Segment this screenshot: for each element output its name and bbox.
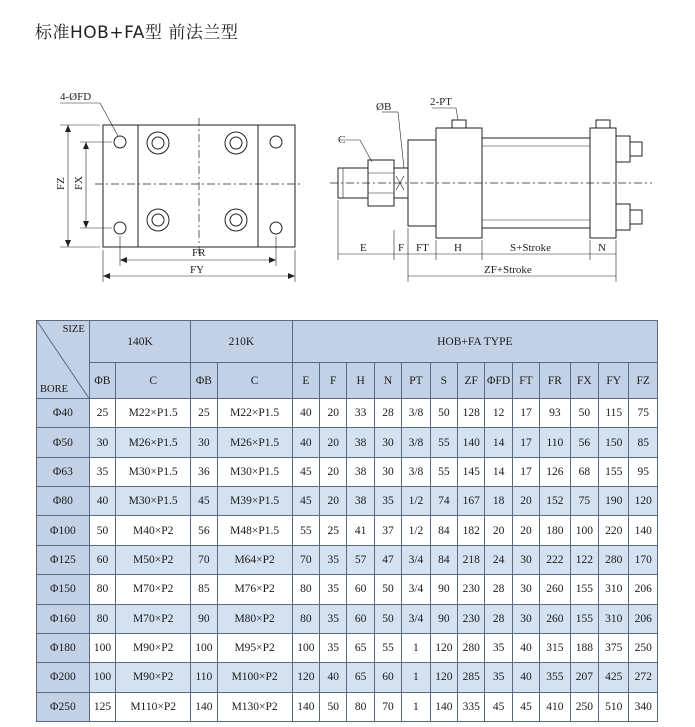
table-cell: 90: [191, 604, 217, 633]
table-row: [37, 575, 658, 604]
table-row: [37, 545, 658, 574]
table-cell: 1: [402, 663, 430, 692]
table-cell: 14: [485, 457, 512, 486]
table-cell: 155: [570, 604, 598, 633]
table-cell: 60: [89, 545, 115, 574]
table-cell: 3/8: [402, 399, 430, 428]
column-header: FY: [599, 363, 629, 399]
table-cell: 17: [512, 457, 539, 486]
table-cell: M90×P2: [116, 663, 191, 692]
table-cell: 50: [374, 604, 401, 633]
table-cell: 45: [191, 487, 217, 516]
size-label: SIZE: [62, 324, 85, 335]
column-header: F: [320, 363, 347, 399]
table-cell: 188: [570, 633, 598, 662]
table-cell: 425: [599, 663, 629, 692]
table-cell: 3/4: [402, 545, 430, 574]
table-cell: 40: [89, 487, 115, 516]
table-cell: 100: [191, 633, 217, 662]
label-e: E: [360, 242, 367, 254]
table-cell: 120: [430, 663, 457, 692]
label-4-fd: 4-ØFD: [60, 91, 92, 103]
table-cell: 30: [512, 575, 539, 604]
table-cell: 250: [570, 692, 598, 721]
table-cell: 20: [320, 457, 347, 486]
table-cell: 47: [374, 545, 401, 574]
table-cell: 3/4: [402, 604, 430, 633]
table-cell: M76×P2: [217, 575, 292, 604]
table-cell: 50: [374, 575, 401, 604]
table-cell: M30×P1.5: [116, 457, 191, 486]
table-cell: 150: [599, 428, 629, 457]
table-cell: M90×P2: [116, 633, 191, 662]
table-cell: 40: [292, 428, 319, 457]
table-cell: 40: [320, 663, 347, 692]
table-cell: 37: [374, 516, 401, 545]
table-cell: 100: [292, 633, 319, 662]
table-cell: 38: [347, 428, 374, 457]
table-cell: 3/8: [402, 428, 430, 457]
table-row: [37, 516, 658, 545]
table-cell: 30: [374, 428, 401, 457]
bore-cell: Φ125: [37, 545, 90, 574]
size-bore-corner: [37, 321, 90, 399]
bore-cell: Φ160: [37, 604, 90, 633]
table-cell: 140: [292, 692, 319, 721]
table-cell: 50: [89, 516, 115, 545]
table-cell: M48×P1.5: [217, 516, 292, 545]
table-cell: 190: [599, 487, 629, 516]
table-row: [37, 692, 658, 721]
bore-cell: Φ200: [37, 663, 90, 692]
table-cell: 74: [430, 487, 457, 516]
column-header: FT: [512, 363, 539, 399]
table-cell: 1: [402, 633, 430, 662]
table-cell: 35: [374, 487, 401, 516]
table-cell: 140: [629, 516, 658, 545]
table-cell: 84: [430, 516, 457, 545]
column-header: C: [217, 363, 292, 399]
column-header: FX: [570, 363, 598, 399]
table-cell: 24: [485, 545, 512, 574]
table-cell: 45: [292, 487, 319, 516]
table-cell: 50: [320, 692, 347, 721]
table-cell: 35: [320, 575, 347, 604]
table-cell: 260: [540, 604, 570, 633]
table-cell: 340: [629, 692, 658, 721]
table-cell: 28: [485, 604, 512, 633]
table-cell: 140: [430, 692, 457, 721]
table-cell: 70: [374, 692, 401, 721]
label-fx: FX: [73, 175, 85, 190]
table-cell: 60: [347, 604, 374, 633]
label-2-pt: 2-PT: [430, 96, 452, 108]
column-header: E: [292, 363, 319, 399]
table-cell: 70: [191, 545, 217, 574]
table-cell: 25: [320, 516, 347, 545]
table-cell: 25: [89, 399, 115, 428]
table-cell: 30: [374, 457, 401, 486]
table-cell: 230: [458, 604, 485, 633]
table-cell: 80: [292, 575, 319, 604]
flange-front-view: [60, 103, 302, 282]
table-cell: 152: [540, 487, 570, 516]
bore-cell: Φ50: [37, 428, 90, 457]
table-cell: 155: [570, 575, 598, 604]
table-cell: 65: [347, 663, 374, 692]
table-cell: 56: [191, 516, 217, 545]
table-cell: 35: [485, 663, 512, 692]
table-cell: 1/2: [402, 487, 430, 516]
label-fz: FZ: [55, 177, 67, 190]
column-header: FZ: [629, 363, 658, 399]
label-fr: FR: [192, 247, 206, 259]
table-cell: 55: [292, 516, 319, 545]
table-cell: 207: [570, 663, 598, 692]
column-header: ΦB: [89, 363, 115, 399]
table-cell: 35: [320, 545, 347, 574]
table-cell: 80: [292, 604, 319, 633]
table-cell: 40: [512, 633, 539, 662]
table-cell: 110: [191, 663, 217, 692]
table-cell: M50×P2: [116, 545, 191, 574]
technical-drawing: [0, 70, 695, 300]
table-cell: 126: [540, 457, 570, 486]
column-header: N: [374, 363, 401, 399]
table-cell: 80: [89, 604, 115, 633]
table-cell: 1: [402, 692, 430, 721]
table-cell: 45: [485, 692, 512, 721]
table-cell: 170: [629, 545, 658, 574]
table-cell: 68: [570, 457, 598, 486]
table-cell: 1/2: [402, 516, 430, 545]
table-cell: M26×P1.5: [116, 428, 191, 457]
label-c: C: [338, 134, 346, 146]
table-cell: 35: [485, 633, 512, 662]
table-cell: 3/4: [402, 575, 430, 604]
table-cell: 30: [512, 545, 539, 574]
table-row: [37, 487, 658, 516]
table-cell: 35: [89, 457, 115, 486]
table-cell: 55: [430, 428, 457, 457]
table-cell: M110×P2: [116, 692, 191, 721]
label-s-stroke: S+Stroke: [510, 242, 552, 254]
table-row: [37, 399, 658, 428]
table-cell: 180: [540, 516, 570, 545]
table-cell: 20: [485, 516, 512, 545]
table-cell: 25: [191, 399, 217, 428]
flange-dimension-arrows: [65, 125, 295, 279]
table-cell: 60: [347, 575, 374, 604]
table-cell: M80×P2: [217, 604, 292, 633]
table-cell: 100: [89, 633, 115, 662]
table-cell: 125: [89, 692, 115, 721]
table-cell: 280: [599, 545, 629, 574]
table-cell: 310: [599, 604, 629, 633]
table-cell: 30: [89, 428, 115, 457]
column-header: H: [347, 363, 374, 399]
table-cell: 28: [485, 575, 512, 604]
table-cell: M70×P2: [116, 575, 191, 604]
table-cell: 14: [485, 428, 512, 457]
table-cell: 3/8: [402, 457, 430, 486]
table-cell: M26×P1.5: [217, 428, 292, 457]
table-cell: 100: [570, 516, 598, 545]
table-cell: 20: [512, 487, 539, 516]
table-cell: 218: [458, 545, 485, 574]
table-cell: 182: [458, 516, 485, 545]
table-cell: 140: [458, 428, 485, 457]
table-cell: 280: [458, 633, 485, 662]
table-cell: 167: [458, 487, 485, 516]
bore-cell: Φ80: [37, 487, 90, 516]
table-cell: 45: [292, 457, 319, 486]
table-cell: M64×P2: [217, 545, 292, 574]
table-cell: 285: [458, 663, 485, 692]
table-cell: 30: [191, 428, 217, 457]
table-cell: 36: [191, 457, 217, 486]
table-row: [37, 457, 658, 486]
bore-cell: Φ100: [37, 516, 90, 545]
table-cell: 65: [347, 633, 374, 662]
group-header-140k: 140K: [89, 321, 190, 363]
table-cell: 28: [374, 399, 401, 428]
bore-cell: Φ250: [37, 692, 90, 721]
table-cell: 335: [458, 692, 485, 721]
table-cell: 80: [89, 575, 115, 604]
table-cell: 20: [320, 487, 347, 516]
table-cell: 20: [320, 428, 347, 457]
table-cell: 33: [347, 399, 374, 428]
column-header: ZF: [458, 363, 485, 399]
table-cell: 20: [320, 399, 347, 428]
table-cell: 75: [629, 399, 658, 428]
label-zf-stroke: ZF+Stroke: [484, 264, 532, 276]
table-cell: 140: [191, 692, 217, 721]
table-cell: 45: [512, 692, 539, 721]
label-fy: FY: [190, 264, 205, 276]
label-ob: ØB: [376, 101, 392, 113]
column-header: ΦFD: [485, 363, 512, 399]
table-cell: 12: [485, 399, 512, 428]
table-cell: 55: [374, 633, 401, 662]
table-cell: 90: [430, 575, 457, 604]
cylinder-side-view: [330, 108, 652, 282]
table-cell: M95×P2: [217, 633, 292, 662]
bore-cell: Φ150: [37, 575, 90, 604]
table-cell: 260: [540, 575, 570, 604]
table-cell: 41: [347, 516, 374, 545]
table-cell: 120: [292, 663, 319, 692]
column-header: FR: [540, 363, 570, 399]
table-cell: 56: [570, 428, 598, 457]
table-cell: 20: [512, 516, 539, 545]
table-cell: 17: [512, 428, 539, 457]
table-cell: 85: [629, 428, 658, 457]
table-row: [37, 604, 658, 633]
table-cell: 230: [458, 575, 485, 604]
column-header: ΦB: [191, 363, 217, 399]
table-cell: M130×P2: [217, 692, 292, 721]
table-cell: 220: [599, 516, 629, 545]
table-cell: 145: [458, 457, 485, 486]
table-cell: 100: [89, 663, 115, 692]
table-cell: 206: [629, 604, 658, 633]
column-header: PT: [402, 363, 430, 399]
table-cell: 40: [292, 399, 319, 428]
label-ft: FT: [416, 242, 429, 254]
table-cell: 55: [430, 457, 457, 486]
table-cell: 115: [599, 399, 629, 428]
table-cell: 120: [629, 487, 658, 516]
label-h: H: [454, 242, 462, 254]
table-cell: M39×P1.5: [217, 487, 292, 516]
table-cell: 206: [629, 575, 658, 604]
table-cell: 95: [629, 457, 658, 486]
column-header: C: [116, 363, 191, 399]
table-cell: 355: [540, 663, 570, 692]
table-cell: 60: [374, 663, 401, 692]
table-cell: M22×P1.5: [116, 399, 191, 428]
table-cell: 272: [629, 663, 658, 692]
table-cell: 38: [347, 457, 374, 486]
page-title: 标准HOB+FA型 前法兰型: [35, 23, 239, 43]
table-cell: 85: [191, 575, 217, 604]
table-cell: 315: [540, 633, 570, 662]
group-header-210k: 210K: [191, 321, 292, 363]
table-cell: 30: [512, 604, 539, 633]
table-cell: M100×P2: [217, 663, 292, 692]
column-header: S: [430, 363, 457, 399]
table-cell: 122: [570, 545, 598, 574]
table-cell: 110: [540, 428, 570, 457]
table-cell: 120: [430, 633, 457, 662]
table-cell: M70×P2: [116, 604, 191, 633]
table-cell: M30×P1.5: [116, 487, 191, 516]
group-header-hob-fa: HOB+FA TYPE: [292, 321, 657, 363]
table-cell: 155: [599, 457, 629, 486]
table-cell: 128: [458, 399, 485, 428]
table-cell: 310: [599, 575, 629, 604]
table-cell: 375: [599, 633, 629, 662]
bore-cell: Φ63: [37, 457, 90, 486]
table-cell: 35: [320, 604, 347, 633]
table-cell: 50: [430, 399, 457, 428]
table-cell: 90: [430, 604, 457, 633]
label-n: N: [598, 242, 606, 254]
table-cell: 93: [540, 399, 570, 428]
table-row: [37, 663, 658, 692]
table-cell: 222: [540, 545, 570, 574]
table-cell: 17: [512, 399, 539, 428]
label-f: F: [398, 242, 405, 254]
table-cell: 80: [347, 692, 374, 721]
table-row: [37, 633, 658, 662]
table-cell: 84: [430, 545, 457, 574]
table-cell: 70: [292, 545, 319, 574]
table-cell: 75: [570, 487, 598, 516]
table-cell: 510: [599, 692, 629, 721]
table-cell: 410: [540, 692, 570, 721]
spec-table: [36, 320, 658, 722]
bore-cell: Φ180: [37, 633, 90, 662]
table-cell: 250: [629, 633, 658, 662]
table-cell: 38: [347, 487, 374, 516]
table-cell: 35: [320, 633, 347, 662]
table-row: [37, 428, 658, 457]
table-cell: 57: [347, 545, 374, 574]
bore-label: BORE: [40, 384, 69, 395]
table-cell: M22×P1.5: [217, 399, 292, 428]
bore-cell: Φ40: [37, 399, 90, 428]
table-cell: 40: [512, 663, 539, 692]
table-cell: 50: [570, 399, 598, 428]
table-cell: M30×P1.5: [217, 457, 292, 486]
table-cell: M40×P2: [116, 516, 191, 545]
table-cell: 18: [485, 487, 512, 516]
